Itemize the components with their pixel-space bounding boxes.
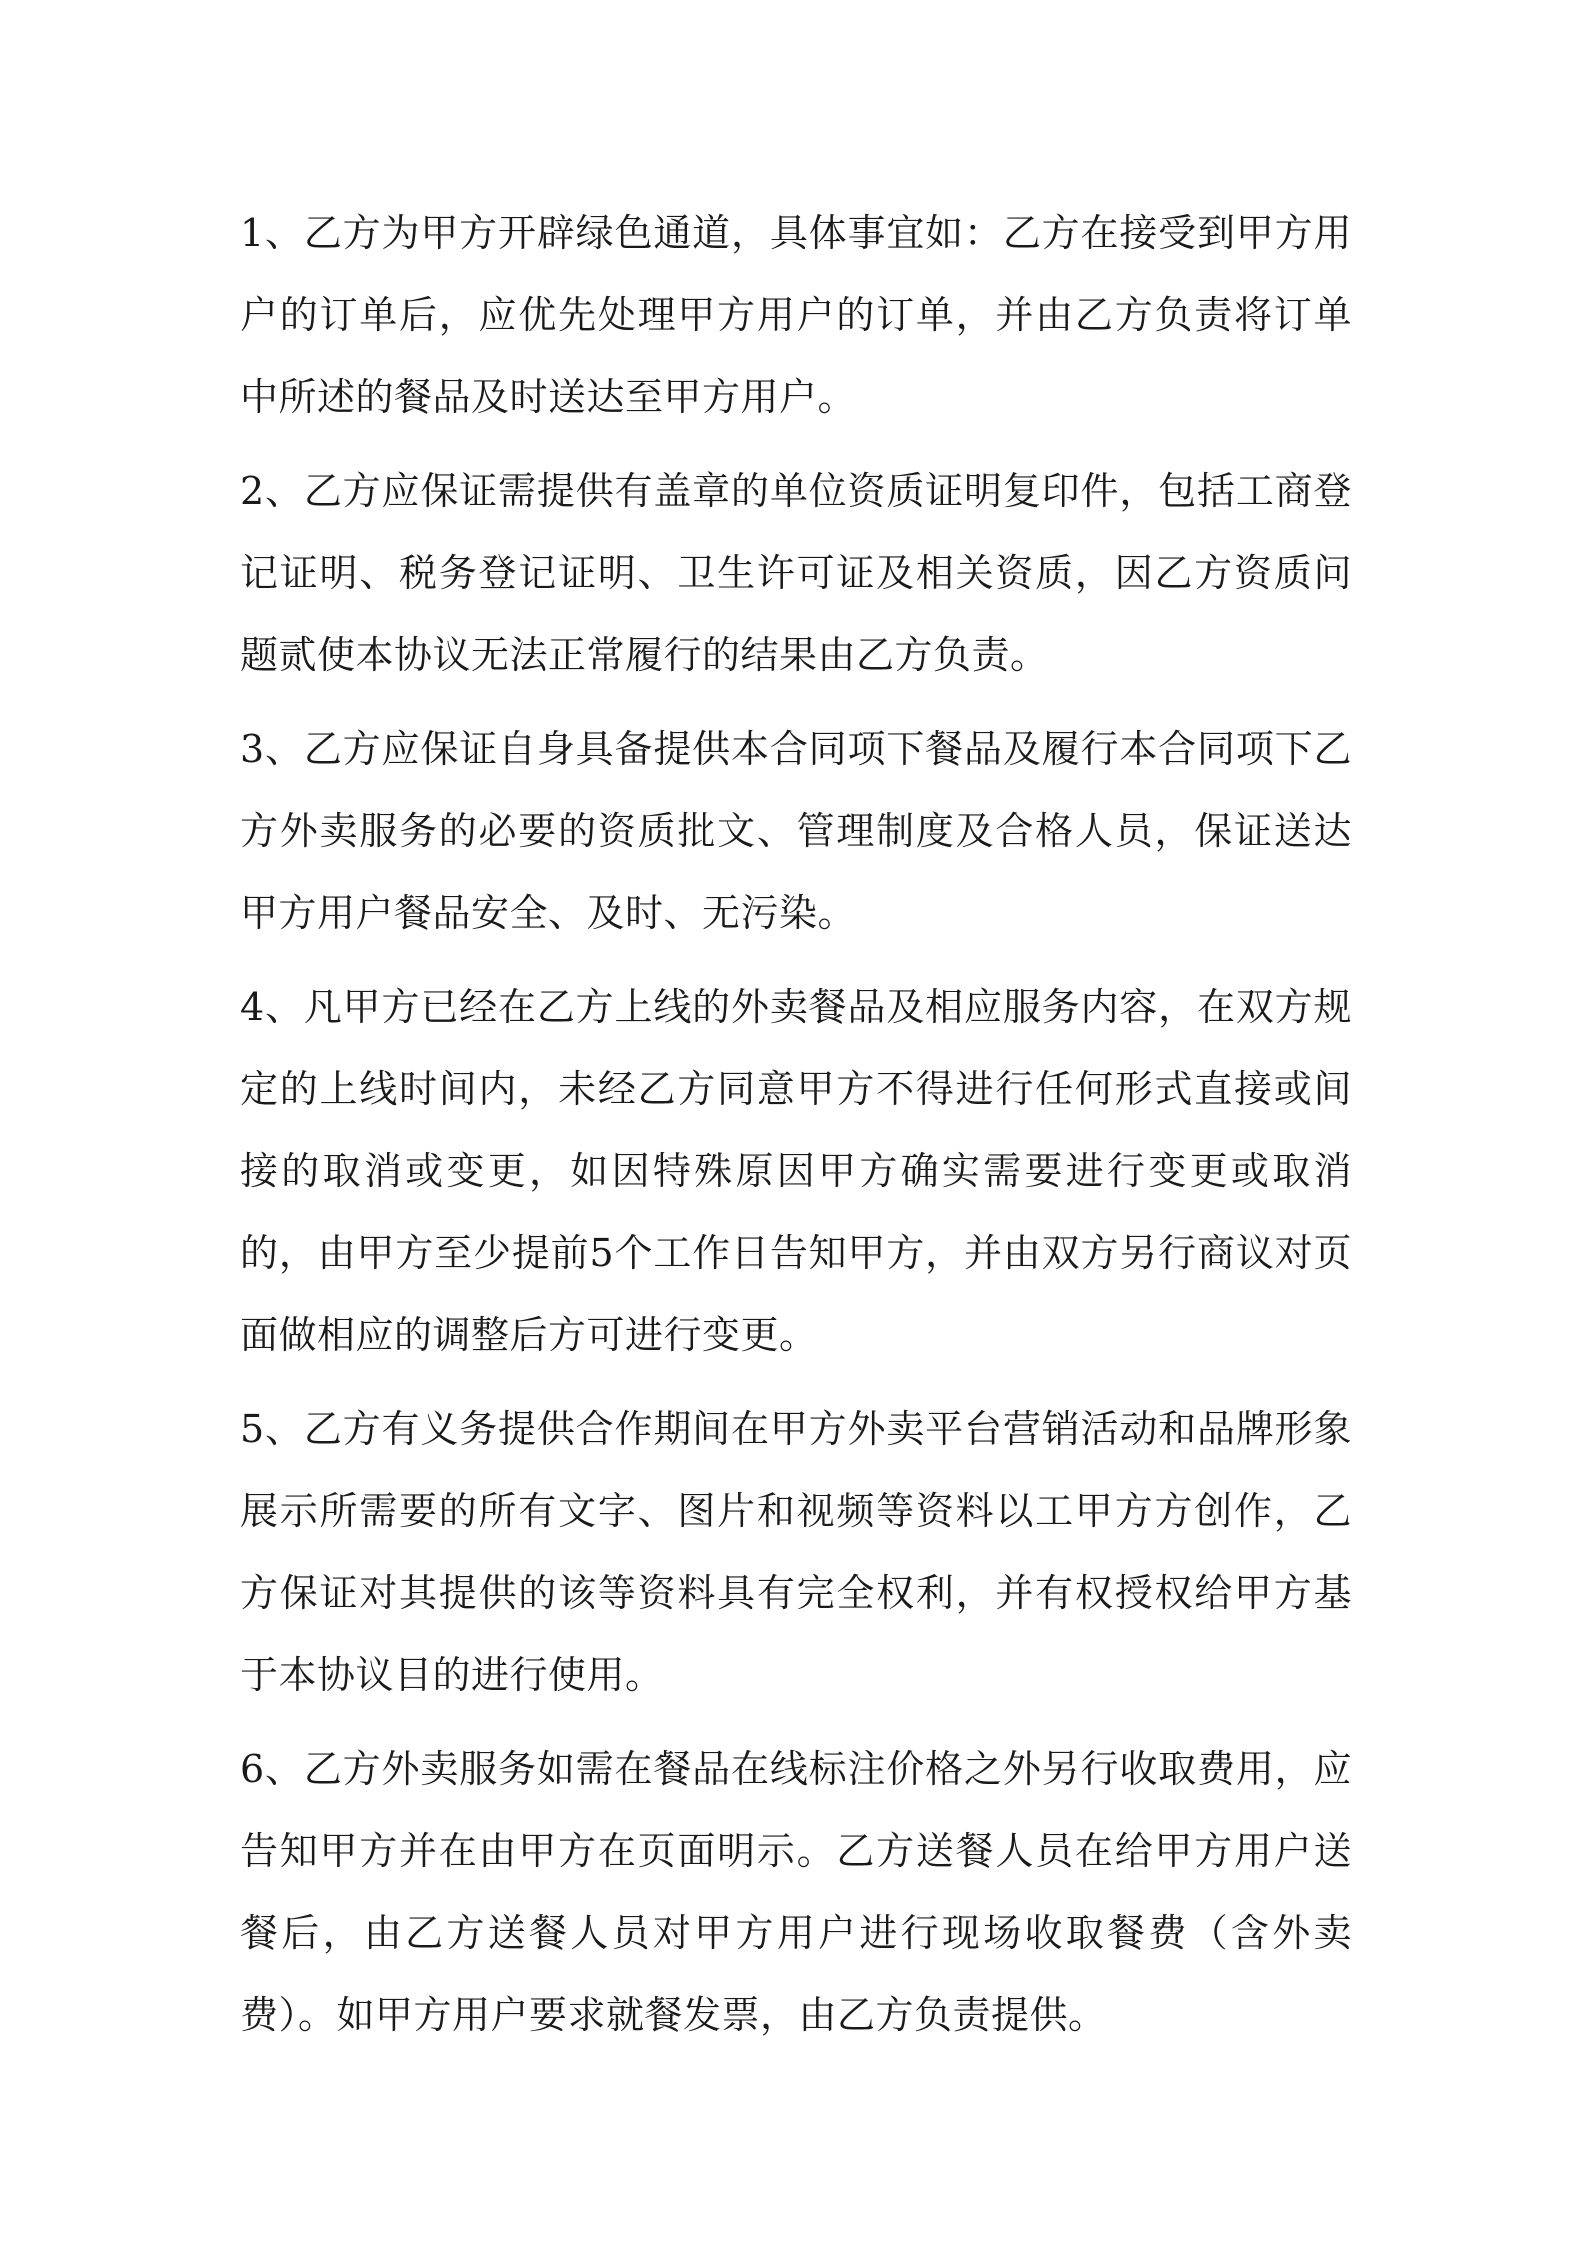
- clause-6: 6、乙方外卖服务如需在餐品在线标注价格之外另行收取费用，应告知甲方并在由甲方在页面明示。乙方送餐人员在给甲方用户送餐后，由乙方送餐人员对甲方用户进行现场收取餐费（含外卖费）。如甲方用户要求就餐发票，由乙方负责提供。: [240, 1747, 1352, 2037]
- clause-3: 3、乙方应保证自身具备提供本合同项下餐品及履行本合同项下乙方外卖服务的必要的资质批文、管理制度及合格人员，保证送达甲方用户餐品安全、及时、无污染。: [240, 727, 1352, 935]
- clause-2: 2、乙方应保证需提供有盖章的单位资质证明复印件，包括工商登记证明、税务登记证明、卫生许可证及相关资质，因乙方资质问题贰使本协议无法正常履行的结果由乙方负责。: [240, 469, 1352, 677]
- clause-5: 5、乙方有义务提供合作期间在甲方外卖平台营销活动和品牌形象展示所需要的所有文字、图片和视频等资料以工甲方方创作，乙方保证对其提供的该等资料具有完全权利，并有权授权给甲方基于本协议目的进行使用。: [240, 1407, 1352, 1697]
- document-body: [240, 192, 1352, 2068]
- clause-4: 4、凡甲方已经在乙方上线的外卖餐品及相应服务内容，在双方规定的上线时间内，未经乙方同意甲方不得进行任何形式直接或间接的取消或变更，如因特殊原因甲方确实需要进行变更或取消的，由甲方至少提前5个工作日告知甲方，并由双方另行商议对页面做相应的调整后方可进行变更。: [240, 985, 1352, 1357]
- clause-1: 1、乙方为甲方开辟绿色通道，具体事宜如：乙方在接受到甲方用户的订单后，应优先处理甲方用户的订单，并由乙方负责将订单中所述的餐品及时送达至甲方用户。: [240, 211, 1352, 419]
